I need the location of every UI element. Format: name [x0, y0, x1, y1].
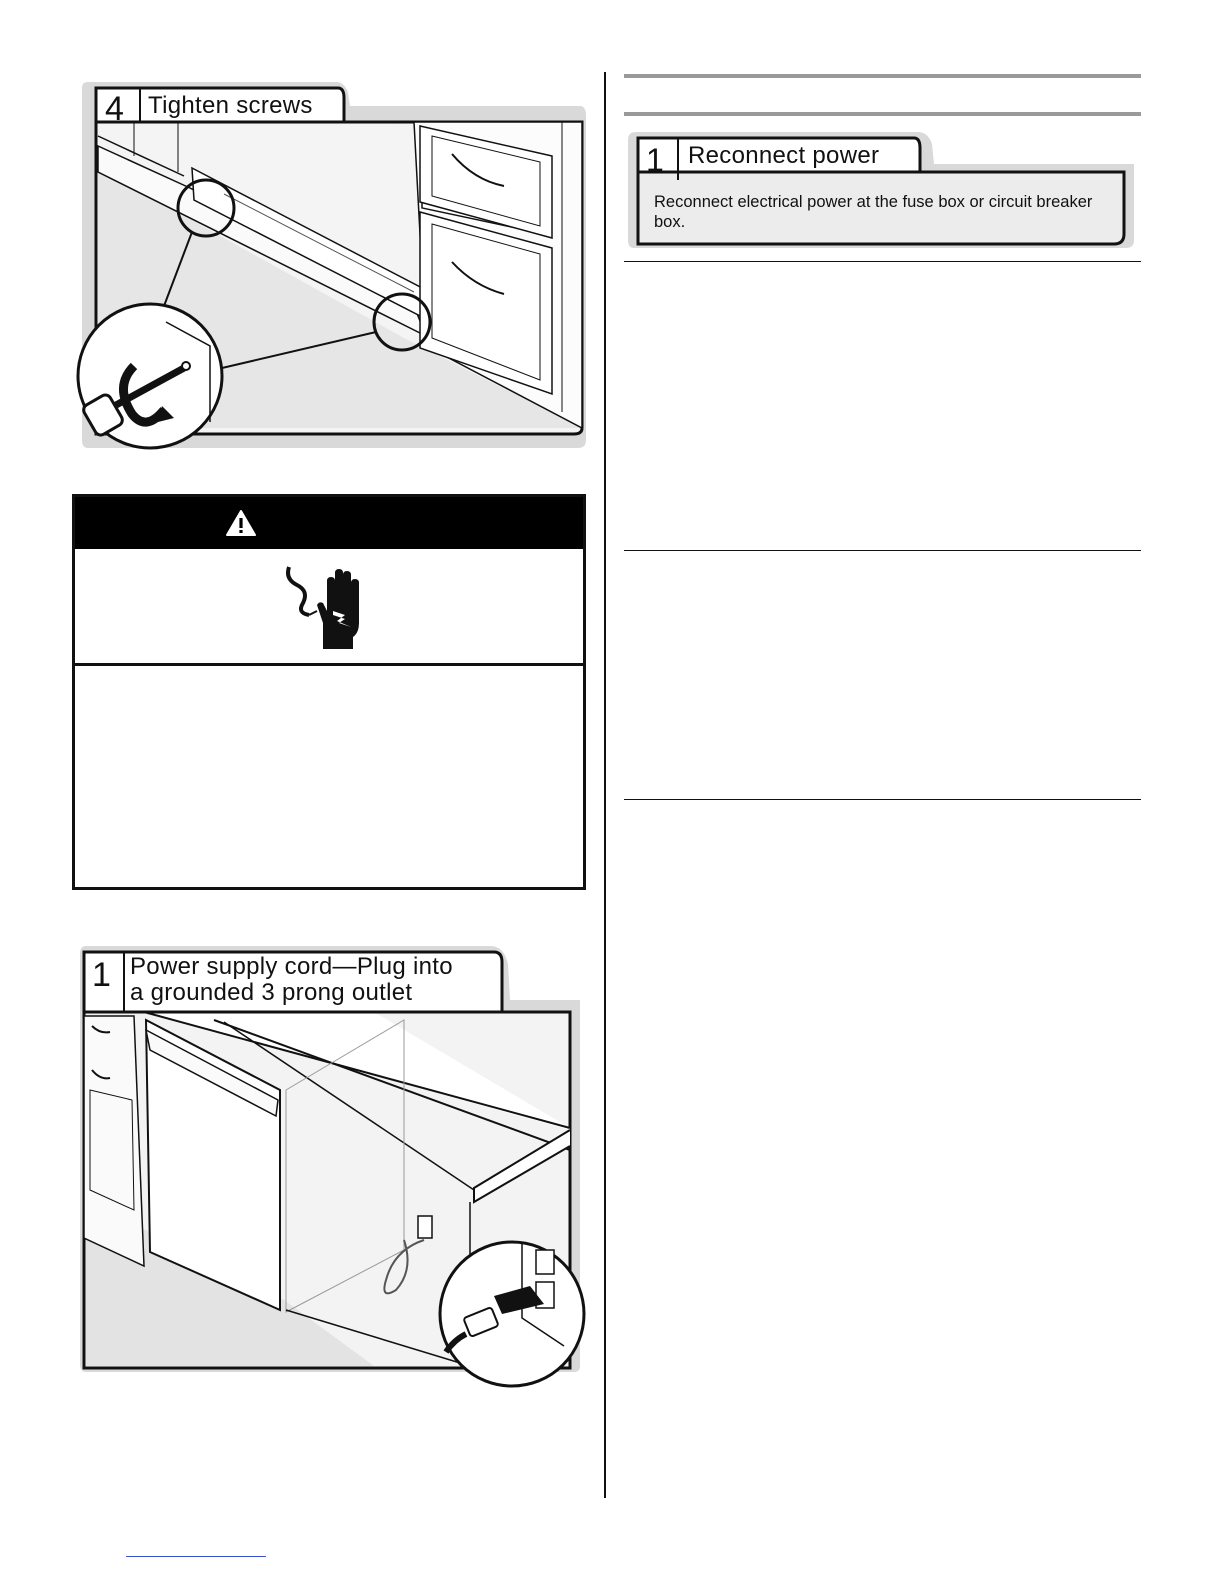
power-cord-illustration: [74, 940, 586, 1390]
step-number: 1: [646, 142, 664, 178]
section-rule: [624, 261, 1141, 262]
section-rule: [624, 112, 1141, 116]
tighten-screws-panel: [74, 76, 590, 454]
electrical-shock-hand-icon: [283, 561, 375, 651]
warning-body: [75, 666, 583, 886]
reconnect-power-panel: [626, 130, 1136, 252]
column-divider: [604, 72, 606, 1498]
step-number: 4: [105, 90, 124, 128]
step-title: Reconnect power: [688, 142, 880, 169]
warning-symbol-row: [75, 549, 583, 666]
section-rule: [624, 74, 1141, 78]
warning-box: [72, 494, 586, 890]
reconnect-power-instructions: Reconnect electrical power at the fuse box or circuit breaker box.: [654, 193, 1093, 231]
tighten-screws-illustration: [74, 76, 590, 454]
warning-triangle-icon: [225, 509, 257, 537]
step-title: Tighten screws: [148, 92, 313, 119]
section-rule: [624, 550, 1141, 551]
footer-link-underline[interactable]: [126, 1556, 266, 1557]
section-rule: [624, 799, 1141, 800]
step-title-line1: Power supply cord—Plug into: [130, 953, 453, 980]
power-cord-panel: [74, 940, 586, 1390]
step-number: 1: [92, 956, 111, 994]
warning-header: [75, 497, 583, 549]
step-title-line2: a grounded 3 prong outlet: [130, 979, 413, 1006]
